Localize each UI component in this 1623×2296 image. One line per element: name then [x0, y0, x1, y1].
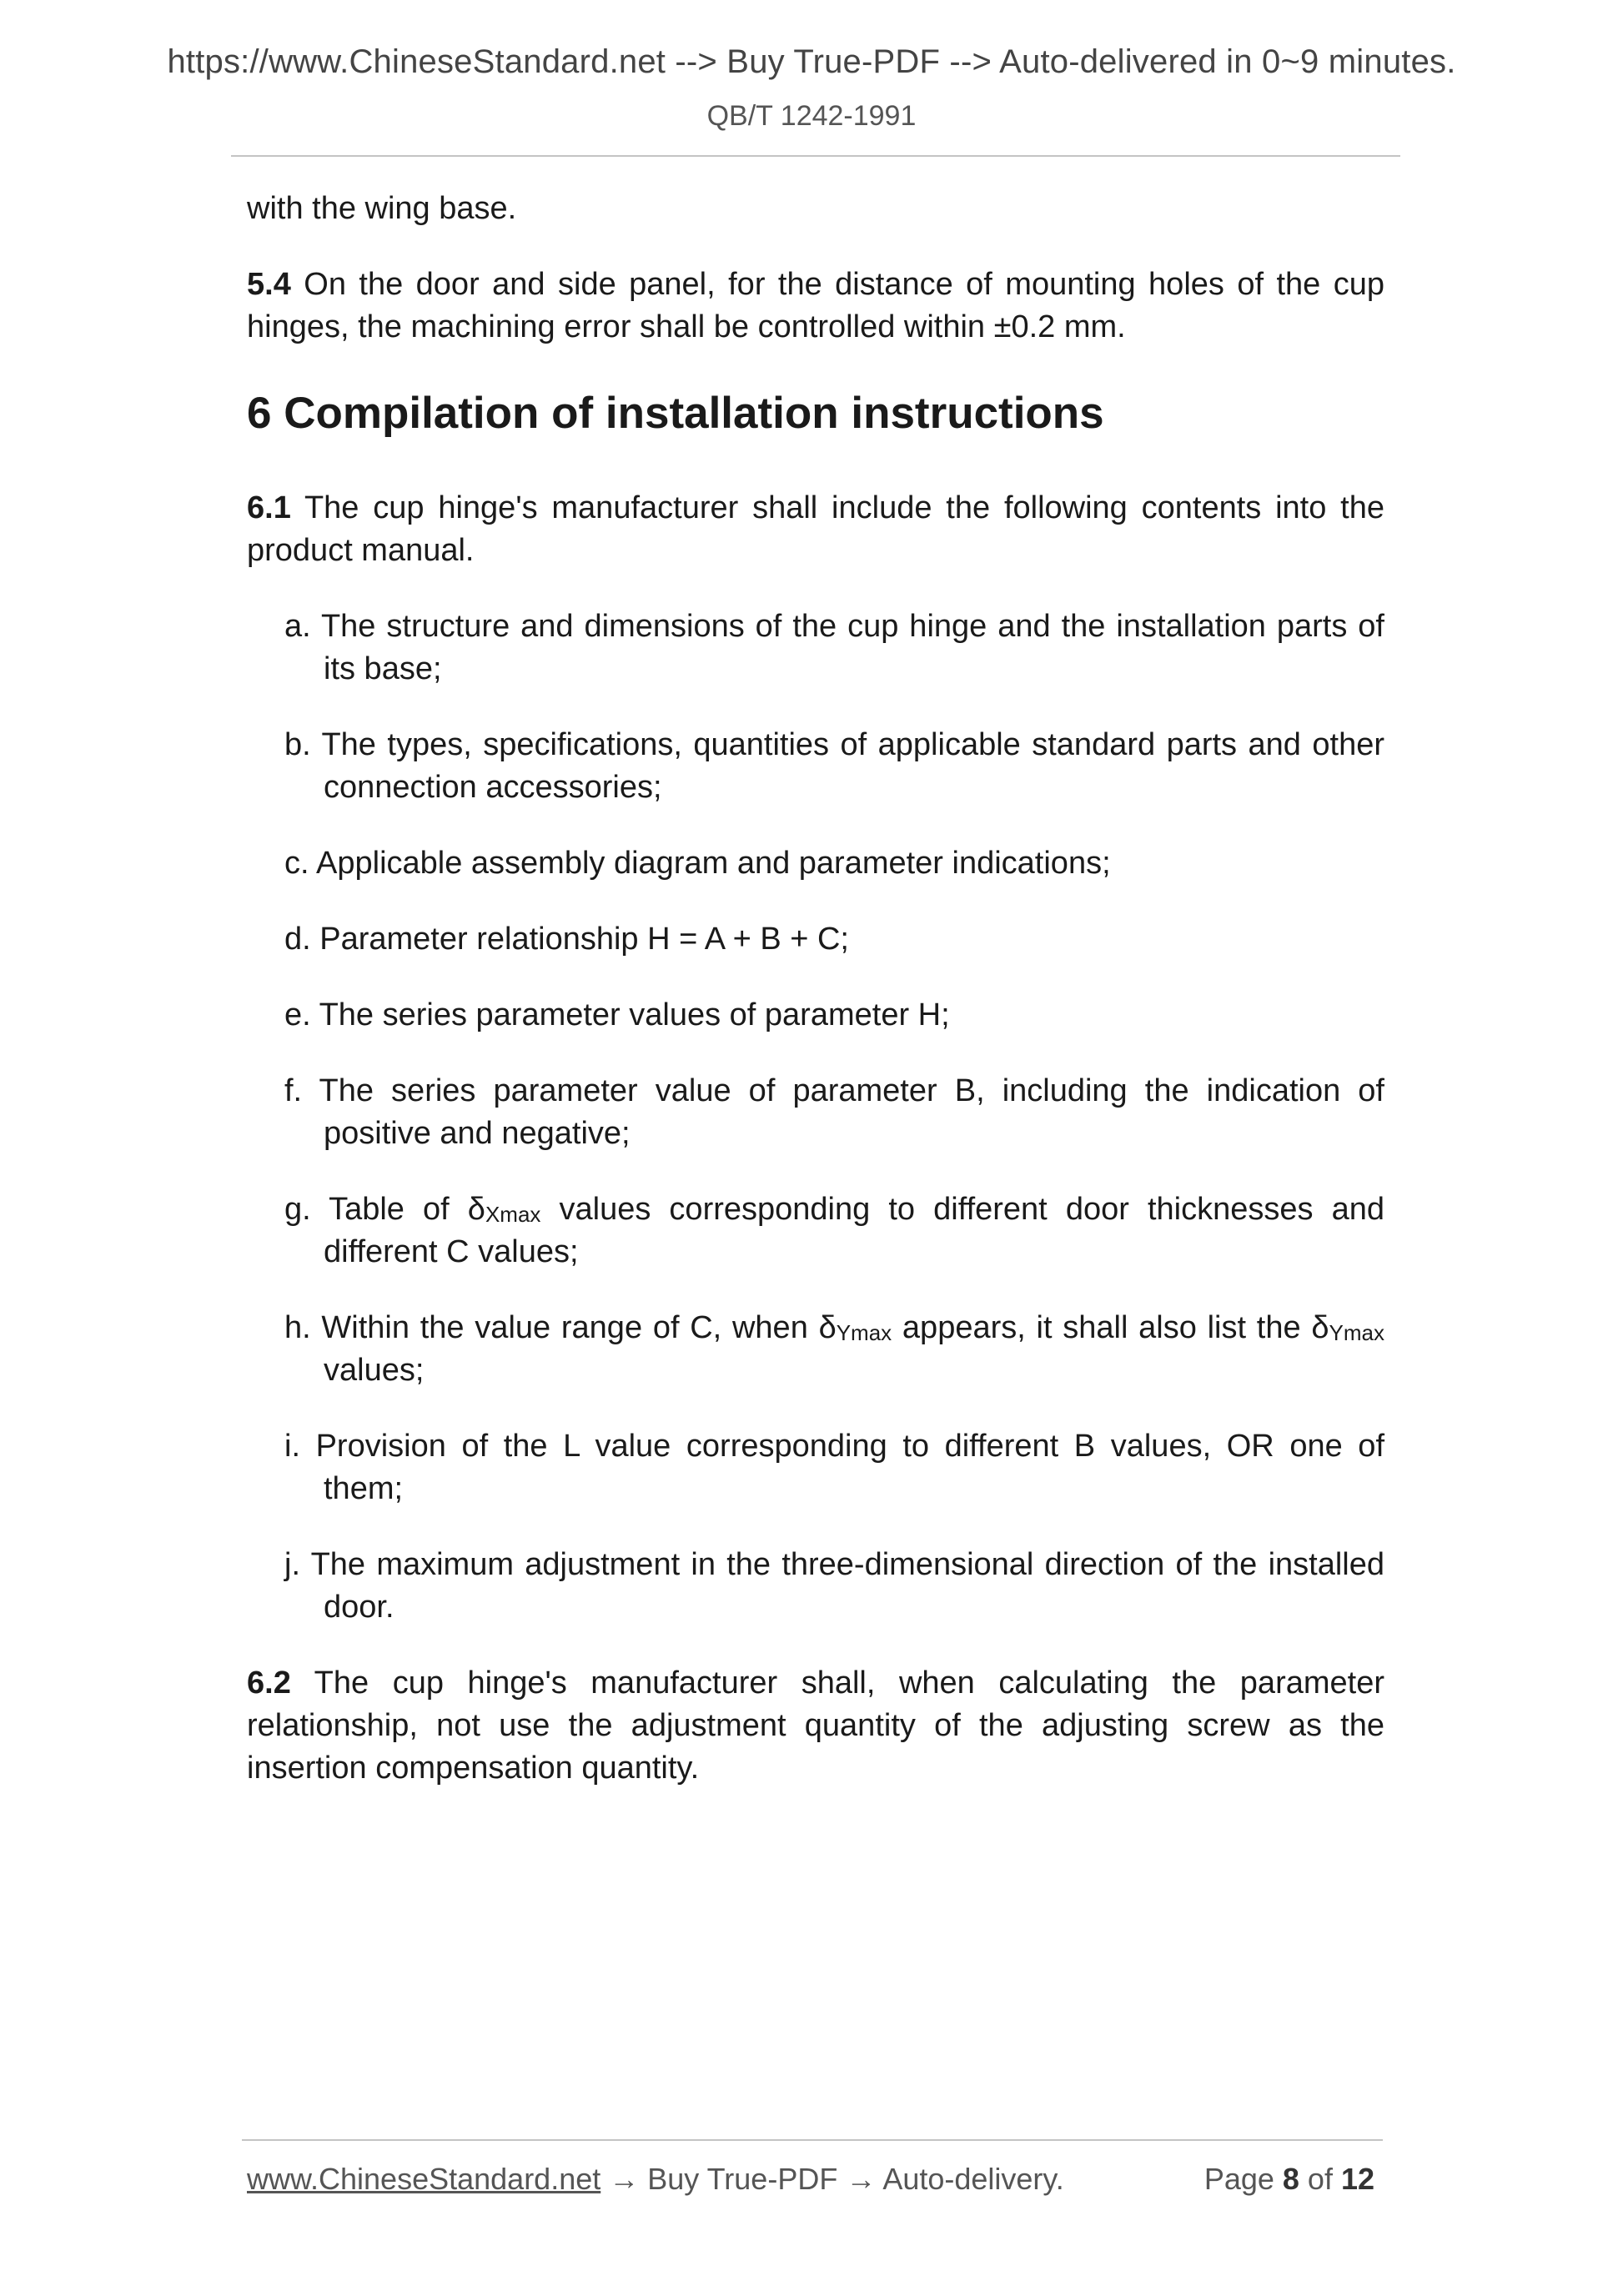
item-text: h. Within the value range of C, when δ [284, 1310, 837, 1345]
of-word: of [1299, 2162, 1341, 2196]
subscript: Ymax [1329, 1320, 1384, 1345]
continuation-text: with the wing base. [247, 191, 517, 226]
list-item-e: e. The series parameter values of parameter H; [284, 997, 950, 1032]
header-divider [231, 155, 1400, 157]
item-text: appears, it shall also list the δ [892, 1310, 1329, 1345]
subscript: Ymax [836, 1320, 892, 1345]
page-word: Page [1203, 2162, 1283, 2196]
document-body [247, 188, 1384, 1790]
footer-site-link[interactable]: www.ChineseStandard.net [247, 2162, 601, 2196]
clause-6-2 [247, 1662, 1384, 1790]
list-item-c: c. Applicable assembly diagram and parameter indications; [284, 846, 1111, 881]
page-number: 8 [1282, 2162, 1299, 2196]
page-indicator [1204, 2162, 1374, 2197]
list-item-j: j. The maximum adjustment in the three-dimensional direction of the installed door. [284, 1547, 1384, 1625]
footer-tagline: → Buy True-PDF → Auto-delivery. [600, 2162, 1064, 2196]
clause-number: 6.2 [247, 1665, 291, 1701]
list-item-d: d. Parameter relationship H = A + B + C; [284, 922, 849, 957]
list-item-b: b. The types, specifications, quantities of applicable standard parts and other connection accessories; [284, 727, 1384, 805]
section-6-title: 6 Compilation of installation instructions [247, 389, 1104, 438]
clause-6-1 [247, 487, 1384, 572]
item-text: values; [324, 1353, 425, 1388]
clause-text: On the door and side panel, for the distance of mounting holes of the cup hinges, the machining error shall be controlled within ±0.2 mm. [247, 267, 1384, 344]
footer-divider [242, 2139, 1383, 2141]
manual-contents-list [247, 605, 1384, 1629]
clause-text: The cup hinge's manufacturer shall include the following contents into the product manual. [247, 490, 1384, 568]
total-pages: 12 [1340, 2162, 1374, 2196]
subscript: Xmax [485, 1202, 541, 1227]
list-item-i: i. Provision of the L value corresponding to different B values, OR one of them; [284, 1429, 1384, 1506]
clause-text: The cup hinge's manufacturer shall, when calculating the parameter relationship, not use the adjustment quantity of the adjusting screw as the insertion compensation quantity. [247, 1665, 1384, 1786]
list-item-g [284, 1188, 1384, 1274]
list-item-f: f. The series parameter value of parameter B, including the indication of positive and negative; [284, 1073, 1384, 1151]
item-text: values corresponding to different door thicknesses and different C values; [324, 1192, 1384, 1269]
item-text: g. Table of δ [284, 1192, 485, 1227]
header-url-line: https://www.ChineseStandard.net --> Buy True-PDF --> Auto-delivered in 0~9 minutes. [167, 43, 1456, 80]
list-item-h [284, 1307, 1384, 1392]
footer-promo [247, 2162, 1064, 2197]
clause-number: 5.4 [247, 267, 291, 302]
clause-number: 6.1 [247, 490, 291, 525]
list-item-a: a. The structure and dimensions of the cup hinge and the installation parts of its base; [284, 609, 1384, 686]
clause-5-4 [247, 264, 1384, 349]
header-standard-code: QB/T 1242-1991 [706, 100, 917, 132]
